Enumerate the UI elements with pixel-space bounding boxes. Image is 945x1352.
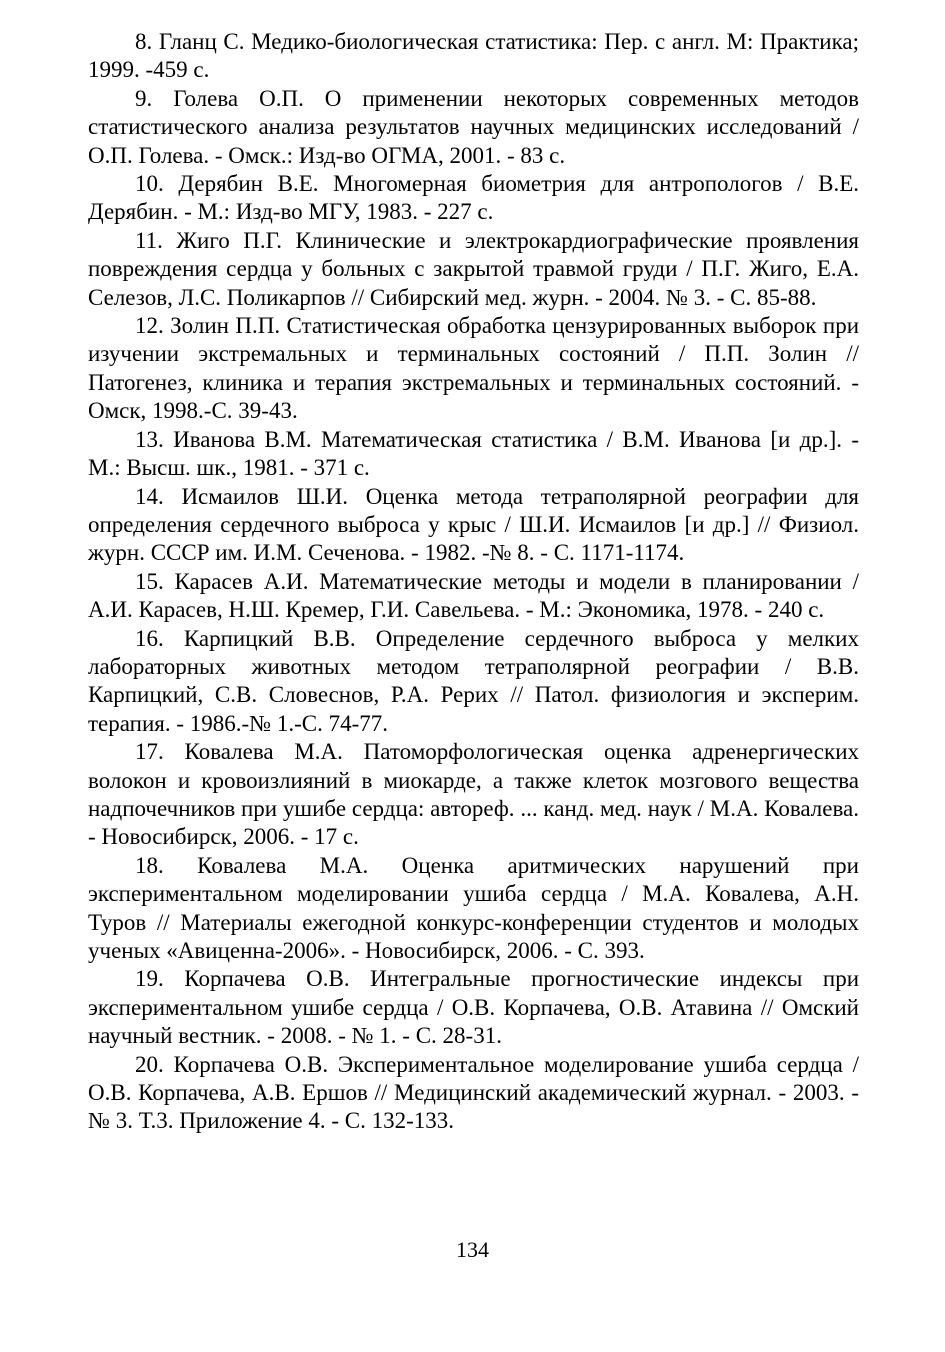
reference-item: 16. Карпицкий В.В. Определение сердечного выброса у мелких лабораторных животных методом тетраполярной реографии / В.В. Карпицкий, С.В. Словеснов, Р.А. Рерих // Патол. физиология и эксперим. терапия. - 1986.-№ 1.-С. 74-77. xyxy=(88,625,859,736)
reference-list xyxy=(88,28,859,1136)
reference-item: 15. Карасев А.И. Математические методы и модели в планировании / А.И. Карасев, Н.Ш. Кремер, Г.И. Савельева. - М.: Экономика, 1978. - 240 с. xyxy=(88,568,859,623)
reference-item: 11. Жиго П.Г. Клинические и электрокардиографические проявления повреждения сердца у больных с закрытой травмой груди / П.Г. Жиго, Е.А. Селезов, Л.С. Поликарпов // Сибирский мед. журн. - 2004. № 3. - С. 85-88. xyxy=(88,227,859,310)
reference-item: 20. Корпачева О.В. Экспериментальное моделирование ушиба сердца / О.В. Корпачева, А.В. Ершов // Медицинский академический журнал. - 2003. - № 3. Т.3. Приложение 4. - С. 132-133. xyxy=(88,1051,859,1134)
reference-item: 9. Голева О.П. О применении некоторых современных методов статистического анализа результатов научных медицинских исследований / О.П. Голева. - Омск.: Изд-во ОГМА, 2001. - 83 с. xyxy=(88,85,859,168)
reference-item: 18. Ковалева М.А. Оценка аритмических нарушений при экспериментальном моделировании ушиба сердца / М.А. Ковалева, А.Н. Туров // Материалы ежегодной конкурс-конференции студентов и молодых ученых «Авиценна-2006». - Новосибирск, 2006. - С. 393. xyxy=(88,852,859,963)
page-number: 134 xyxy=(456,1237,489,1262)
reference-item: 12. Золин П.П. Статистическая обработка цензурированных выборок при изучении экстремальных и терминальных состояний / П.П. Золин // Патогенез, клиника и терапия экстремальных и терминальных состояний. - Омск, 1998.-С. 39-43. xyxy=(88,313,859,424)
reference-item: 19. Корпачева О.В. Интегральные прогностические индексы при экспериментальном ушибе сердца / О.В. Корпачева, О.В. Атавина // Омский научный вестник. - 2008. - № 1. - С. 28-31. xyxy=(88,966,859,1049)
reference-item: 13. Иванова В.М. Математическая статистика / В.М. Иванова [и др.]. - М.: Высш. шк., 1981. - 371 с. xyxy=(88,426,859,481)
reference-item: 8. Гланц С. Медико-биологическая статистика: Пер. с англ. М: Практика; 1999. -459 с. xyxy=(88,29,859,83)
reference-item: 10. Дерябин В.Е. Многомерная биометрия для антропологов / В.Е. Дерябин. - М.: Изд-во МГУ, 1983. - 227 с. xyxy=(88,171,859,225)
reference-item: 17. Ковалева М.А. Патоморфологическая оценка адренергических волокон и кровоизлияний в миокарде, а также клеток мозгового вещества надпочечников при ушибе сердца: автореф. ... канд. мед. наук / М.А. Ковалева. - Новосибирск, 2006. - 17 с. xyxy=(88,739,859,850)
reference-item: 14. Исмаилов Ш.И. Оценка метода тетраполярной реографии для определения сердечного выброса у крыс / Ш.И. Исмаилов [и др.] // Физиол. журн. СССР им. И.М. Сеченова. - 1982. -№ 8. - С. 1171-1174. xyxy=(88,483,859,566)
